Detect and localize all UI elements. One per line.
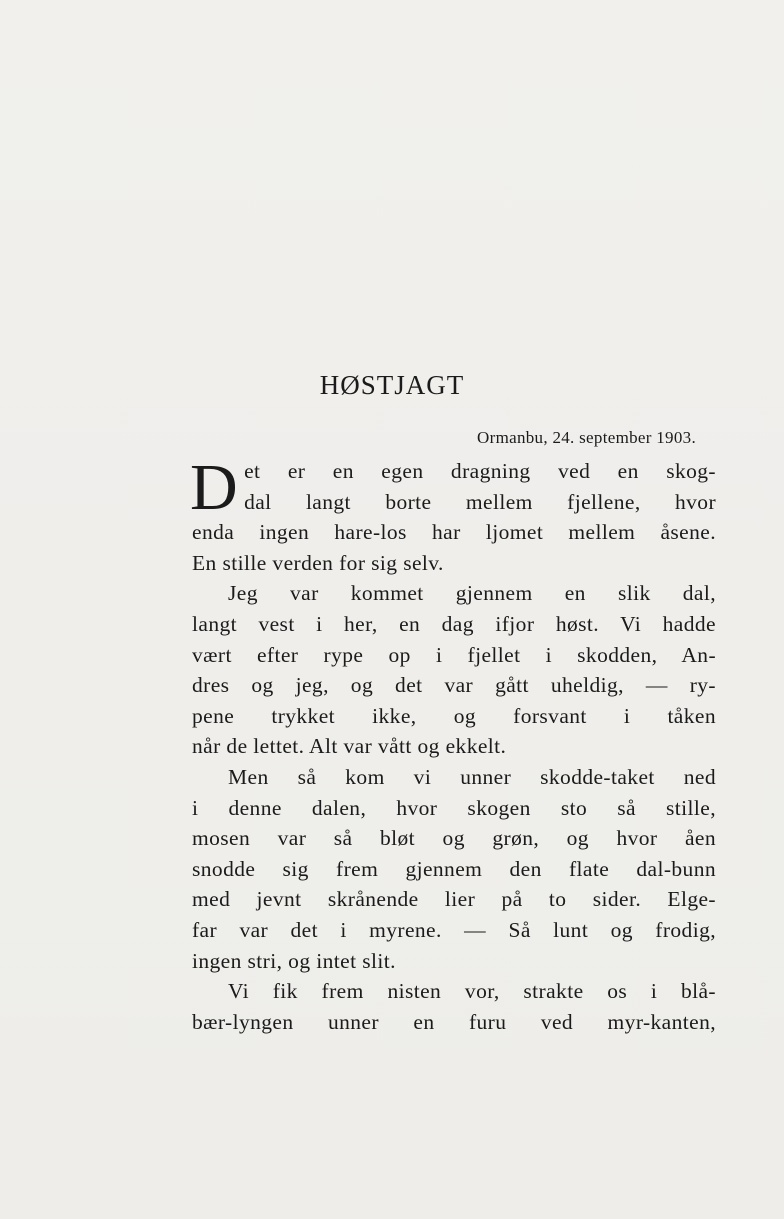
text-line: et er en egen dragning ved en skog-	[244, 459, 716, 483]
text-line: far var det i myrene. — Så lunt og frodig,	[192, 917, 716, 942]
text-line: Vi fik frem nisten vor, strakte os i blå-	[228, 979, 716, 1004]
chapter-title: HØSTJAGT	[319, 370, 465, 400]
text-line: dres og jeg, og det var gått uheldig, — ry-	[192, 673, 716, 698]
paragraph-3	[192, 762, 716, 976]
paragraph-4	[192, 976, 716, 1037]
dateline: Ormanbu, 24. september 1903.	[477, 428, 696, 447]
text-line: pene trykket ikke, og forsvant i tåken	[192, 703, 716, 728]
chapter-body	[190, 451, 716, 1037]
text-line: Men så kom vi unner skodde-taket ned	[228, 764, 716, 789]
text-line: når de lettet. Alt var vått og ekkelt.	[192, 734, 507, 759]
text-line: Jeg var kommet gjennem en slik dal,	[228, 581, 716, 606]
text-line: mosen var så bløt og grøn, og hvor åen	[192, 826, 716, 851]
text-line: med jevnt skrånende lier på to sider. Elge-	[192, 887, 716, 912]
paragraph-2	[192, 578, 716, 762]
text-line: i denne dalen, hvor skogen sto så stille,	[192, 795, 716, 820]
paragraph-1	[190, 451, 716, 578]
text-line: vært efter rype op i fjellet i skodden, An-	[192, 642, 716, 667]
text-line: ingen stri, og intet slit.	[192, 948, 396, 973]
text-line: bær-lyngen unner en furu ved myr-kanten,	[192, 1009, 716, 1034]
text-line: snodde sig frem gjennem den flate dal-bunn	[192, 856, 716, 881]
text-line: dal langt borte mellem fjellene, hvor	[244, 489, 716, 514]
drop-cap: D	[190, 451, 239, 524]
text-line: enda ingen hare-los har ljomet mellem åsene.	[192, 520, 716, 545]
text-line: langt vest i her, en dag ifjor høst. Vi hadde	[192, 611, 716, 636]
text-line: En stille verden for sig selv.	[192, 550, 444, 575]
